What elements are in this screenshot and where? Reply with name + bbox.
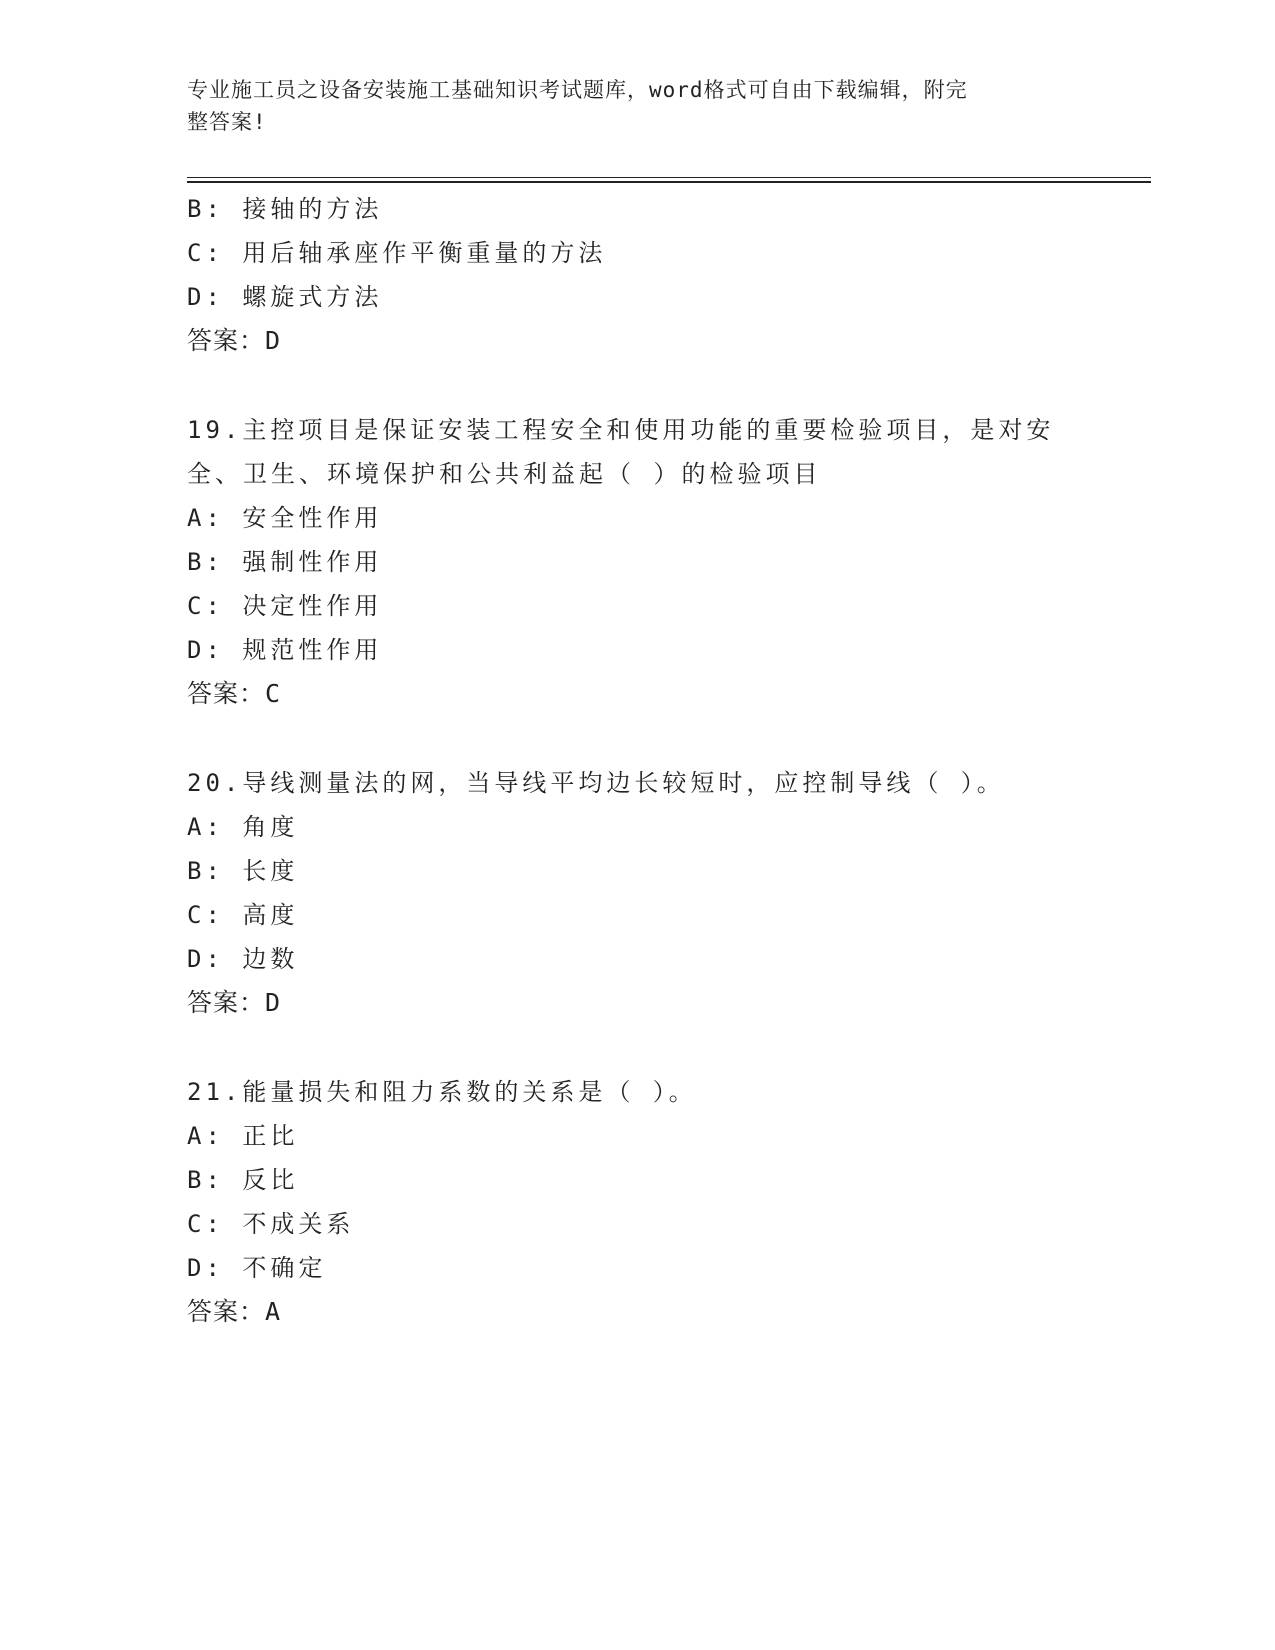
question-19-text-cont: 全、卫生、环境保护和公共利益起（ ）的检验项目 [187, 460, 822, 488]
option-c: C: 高度 [187, 901, 299, 929]
header-divider-thick [187, 181, 1151, 183]
question-20-text: 20.导线测量法的网，当导线平均边长较短时，应控制导线（ ）。 [187, 769, 1005, 797]
page-header [187, 74, 1067, 138]
answer: 答案：D [187, 988, 282, 1017]
option-a: A: 角度 [187, 813, 299, 841]
option-c: C: 不成关系 [187, 1210, 355, 1238]
option-c: C: 用后轴承座作平衡重量的方法 [187, 239, 607, 267]
answer: 答案：A [187, 1297, 282, 1326]
answer: 答案：C [187, 679, 282, 708]
option-b: B: 接轴的方法 [187, 195, 383, 223]
option-d: D: 边数 [187, 945, 299, 973]
option-d: D: 规范性作用 [187, 636, 383, 664]
option-c: C: 决定性作用 [187, 592, 383, 620]
answer: 答案：D [187, 326, 282, 355]
option-a: A: 正比 [187, 1122, 299, 1150]
option-a: A: 安全性作用 [187, 504, 383, 532]
question-21-text: 21.能量损失和阻力系数的关系是（ ）。 [187, 1078, 697, 1106]
option-b: B: 反比 [187, 1166, 299, 1194]
header-divider-thin [187, 177, 1151, 178]
option-b: B: 强制性作用 [187, 548, 383, 576]
header-line-1: 专业施工员之设备安装施工基础知识考试题库，word格式可自由下载编辑，附完 [187, 78, 968, 102]
option-b: B: 长度 [187, 857, 299, 885]
question-19-text: 19.主控项目是保证安装工程安全和使用功能的重要检验项目，是对安 [187, 416, 1055, 444]
option-d: D: 螺旋式方法 [187, 283, 383, 311]
option-d: D: 不确定 [187, 1254, 327, 1282]
header-line-2: 整答案! [187, 110, 267, 134]
